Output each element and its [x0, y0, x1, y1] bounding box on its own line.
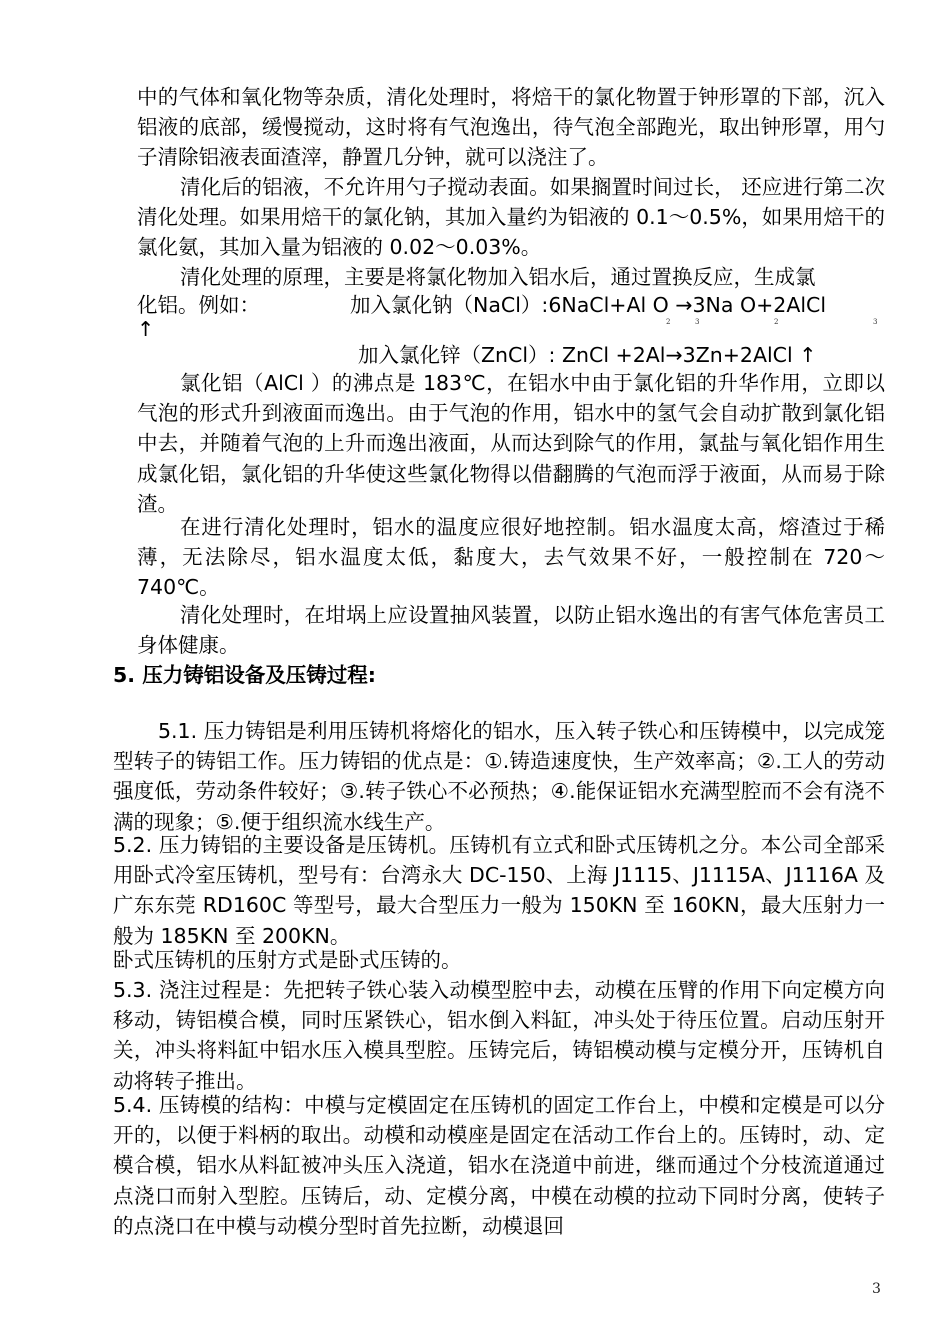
- paragraph-principle-line1: 清化处理的原理，主要是将氯化物加入铝水后，通过置换反应，生成氯: [180, 265, 816, 289]
- section-heading-5: 5. 压力铸铝设备及压铸过程:: [113, 663, 376, 687]
- paragraph-refining-process: 中的气体和氧化物等杂质，清化处理时，将焙干的氯化物置于钟形罩的下部，沉入铝液的底部，缓慢搅动，这时将有气泡逸出，待气泡全部跑光，取出钟形罩，用勺子清除铝液表面渣滓，静置几分钟，就可以浇注了。: [137, 85, 885, 170]
- formula-subscript: 3: [873, 318, 878, 326]
- paragraph-5-3: 5.3. 浇注过程是：先把转子铁心装入动模型腔中去，动模在压臂的作用下向定模方向移动，铸铝模合模，同时压紧铁心，铝水倒入料缸，冲头处于待压位置。启动压射开关，冲头将料缸中铝水压入模具型腔。压铸完后，铸铝模动模与定模分开，压铸机自动将转子推出。: [113, 978, 885, 1093]
- paragraph-5-2-note: 卧式压铸机的压射方式是卧式压铸的。: [113, 948, 462, 972]
- paragraph-ventilation: 清化处理时，在坩埚上应设置抽风装置，以防止铝水逸出的有害气体危害员工身体健康。: [137, 603, 885, 658]
- formula-subscript: 3: [695, 318, 700, 326]
- paragraph-5-4: 5.4. 压铸模的结构：中模与定模固定在压铸机的固定工作台上，中模和定模是可以分开的，以便于料柄的取出。动模和动模座是固定在活动工作台上的。压铸时，动、定模合模，铝水从料缸被冲头压入浇道，铝水在浇道中前进，继而通过个分枝流道通过点浇口而射入型腔。压铸后，动、定模分离，中模在动模的拉动下同时分离，使转子的点浇口在中模与动模分型时首先拉断，动模退回: [113, 1093, 885, 1238]
- formula-nacl: 加入氯化钠（NaCl）:6NaCl+Al O →3Na O+2AlCl: [350, 293, 827, 317]
- paragraph-5-2: 5.2. 压力铸铝的主要设备是压铸机。压铸机有立式和卧式压铸机之分。本公司全部采用卧式冷室压铸机，型号有：台湾永大 DC-150、上海 J1115、J1115A、J1116A 及广东东莞 RD160C 等型号，最大合型压力一般为 150KN 至 160KN，最大压射力一般为 185KN 至 200KN。: [113, 833, 885, 948]
- paragraph-temperature-control: 在进行清化处理时，铝水的温度应很好地控制。铝水温度太高，熔渣过于稀薄，无法除尽，铝水温度太低，黏度大，去气效果不好，一般控制在 720～740℃。: [137, 515, 885, 600]
- formula-zncl: 加入氯化锌（ZnCl）: ZnCl +2Al→3Zn+2AlCl ↑: [358, 343, 817, 367]
- formula-subscript: 2: [666, 318, 671, 326]
- paragraph-principle-line2a: 化铝。例如：: [137, 293, 260, 317]
- paragraph-alcl-sublimation: 氯化铝（AlCl ）的沸点是 183℃，在铝水中由于氯化铝的升华作用，立即以气泡的形式升到液面而逸出。由于气泡的作用，铝水中的氢气会自动扩散到氯化铝中去，并随着气泡的上升而逸出液面，从而达到除气的作用，氯盐与氧化铝作用生成氯化铝，氯化铝的升华使这些氯化物得以借翻腾的气泡而浮于液面，从而易于除渣。: [137, 371, 885, 516]
- formula-arrow-up: ↑: [137, 317, 155, 341]
- formula-subscript: 2: [774, 318, 779, 326]
- paragraph-second-refining: 清化后的铝液，不允许用勺子搅动表面。如果搁置时间过长， 还应进行第二次清化处理。如果用焙干的氯化钠，其加入量约为铝液的 0.1～0.5%，如果用焙干的氯化氨，其加入量为铝液的 0.02～0.03%。: [137, 175, 885, 260]
- paragraph-5-1: 5.1. 压力铸铝是利用压铸机将熔化的铝水，压入转子铁心和压铸模中，以完成笼型转子的铸铝工作。压力铸铝的优点是：①.铸造速度快，生产效率高；②.工人的劳动强度低，劳动条件较好；③.转子铁心不必预热；④.能保证铝水充满型腔而不会有浇不满的现象；⑤.便于组织流水线生产。: [113, 719, 885, 834]
- page-number: 3: [872, 1281, 881, 1297]
